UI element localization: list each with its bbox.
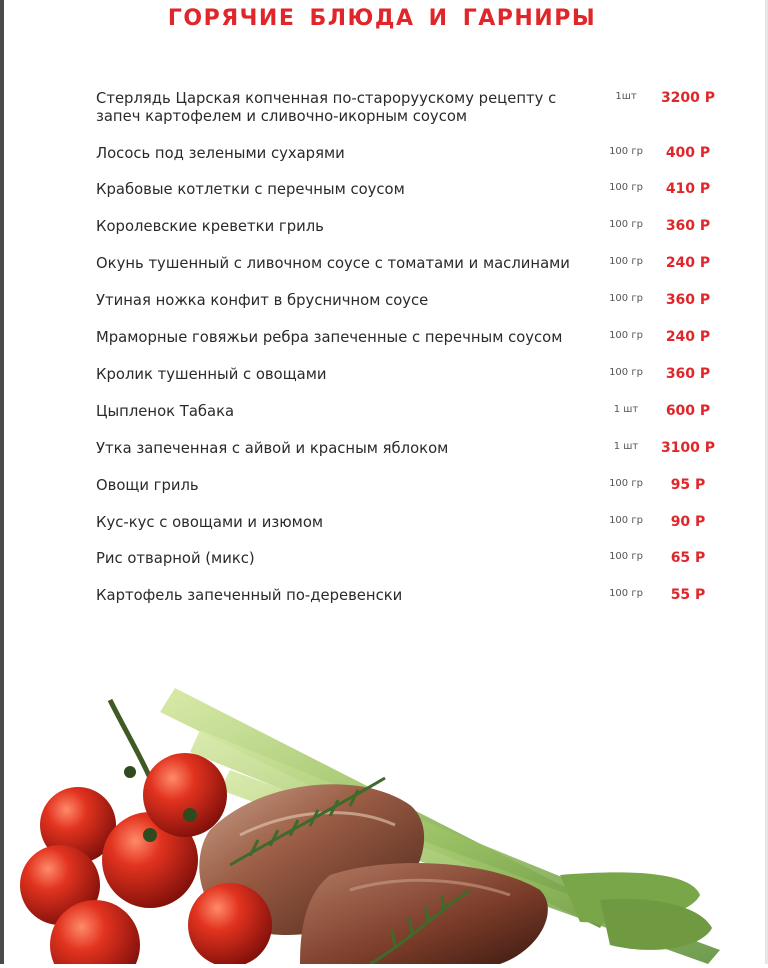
menu-item-portion: 100 гр (609, 146, 643, 157)
menu-item (96, 145, 736, 181)
menu-item-name (96, 90, 596, 126)
menu-item-price: 240 Р (665, 329, 711, 345)
menu-item-name: Кус-кус с овощами и изюмом (96, 514, 324, 531)
menu-item-price: 65 Р (670, 550, 706, 566)
menu-item-portion: 100 гр (609, 478, 643, 489)
menu-item-price: 360 Р (665, 292, 711, 308)
menu-item-price: 240 Р (665, 255, 711, 271)
menu-item (96, 255, 736, 291)
menu-item-portion: 100 гр (609, 330, 643, 341)
menu-item-price: 3200 Р (660, 90, 716, 106)
menu-item-price: 400 Р (665, 145, 711, 161)
menu-item (96, 403, 736, 439)
menu-item-portion: 100 гр (609, 256, 643, 267)
menu-item-portion: 100 гр (609, 182, 643, 193)
menu-item (96, 329, 736, 365)
food-photo-icon (0, 660, 768, 964)
menu-item-name-line2: запеч картофелем и сливочно-икорным соусом (96, 108, 468, 125)
menu-item-name-line1: Стерлядь Царская копченная по-староруускому рецепту с (96, 90, 557, 107)
menu-item (96, 514, 736, 550)
menu-item-portion: 100 гр (609, 551, 643, 562)
menu-item-price: 55 Р (670, 587, 706, 603)
menu-item-name: Утиная ножка конфит в брусничном соусе (96, 292, 429, 309)
menu-item-price: 360 Р (665, 218, 711, 234)
menu-item-portion: 1 шт (613, 404, 639, 415)
menu-item (96, 292, 736, 328)
menu-item-portion: 100 гр (609, 293, 643, 304)
menu-item (96, 181, 736, 217)
menu-item-name: Крабовые котлетки с перечным соусом (96, 181, 405, 198)
menu-item-price: 600 Р (665, 403, 711, 419)
menu-item (96, 477, 736, 513)
menu-item-name: Кролик тушенный с овощами (96, 366, 327, 383)
menu-item-name: Лосось под зелеными сухарями (96, 145, 345, 162)
menu-item-price: 90 Р (670, 514, 706, 530)
page-title: ГОРЯЧИЕ БЛЮДА И ГАРНИРЫ (167, 6, 597, 31)
menu-item-name: Овощи гриль (96, 477, 199, 494)
menu-item-portion: 1шт (615, 91, 637, 102)
food-photo (0, 660, 768, 964)
menu-item (96, 587, 736, 623)
menu-item-name: Рис отварной (микс) (96, 550, 255, 567)
menu-item-portion: 100 гр (609, 588, 643, 599)
menu-item (96, 218, 736, 254)
menu-item-portion: 100 гр (609, 367, 643, 378)
menu-item-portion: 1 шт (613, 441, 639, 452)
menu-item-portion: 100 гр (609, 219, 643, 230)
menu-item-name: Картофель запеченный по-деревенски (96, 587, 403, 604)
menu-item-price: 360 Р (665, 366, 711, 382)
menu-item (96, 90, 736, 126)
menu-item-name: Королевские креветки гриль (96, 218, 324, 235)
menu-item-price: 410 Р (665, 181, 711, 197)
menu-item (96, 550, 736, 586)
menu-item (96, 440, 736, 476)
menu-item-name: Цыпленок Табака (96, 403, 235, 420)
menu-item-price: 3100 Р (660, 440, 716, 456)
menu-item-name: Окунь тушенный с ливочном соусе с томатами и маслинами (96, 255, 570, 272)
menu-item (96, 366, 736, 402)
menu-item-name: Мраморные говяжьи ребра запеченные с перечным соусом (96, 329, 563, 346)
menu-item-name: Утка запеченная с айвой и красным яблоком (96, 440, 449, 457)
menu-item-portion: 100 гр (609, 515, 643, 526)
menu-item-price: 95 Р (670, 477, 706, 493)
